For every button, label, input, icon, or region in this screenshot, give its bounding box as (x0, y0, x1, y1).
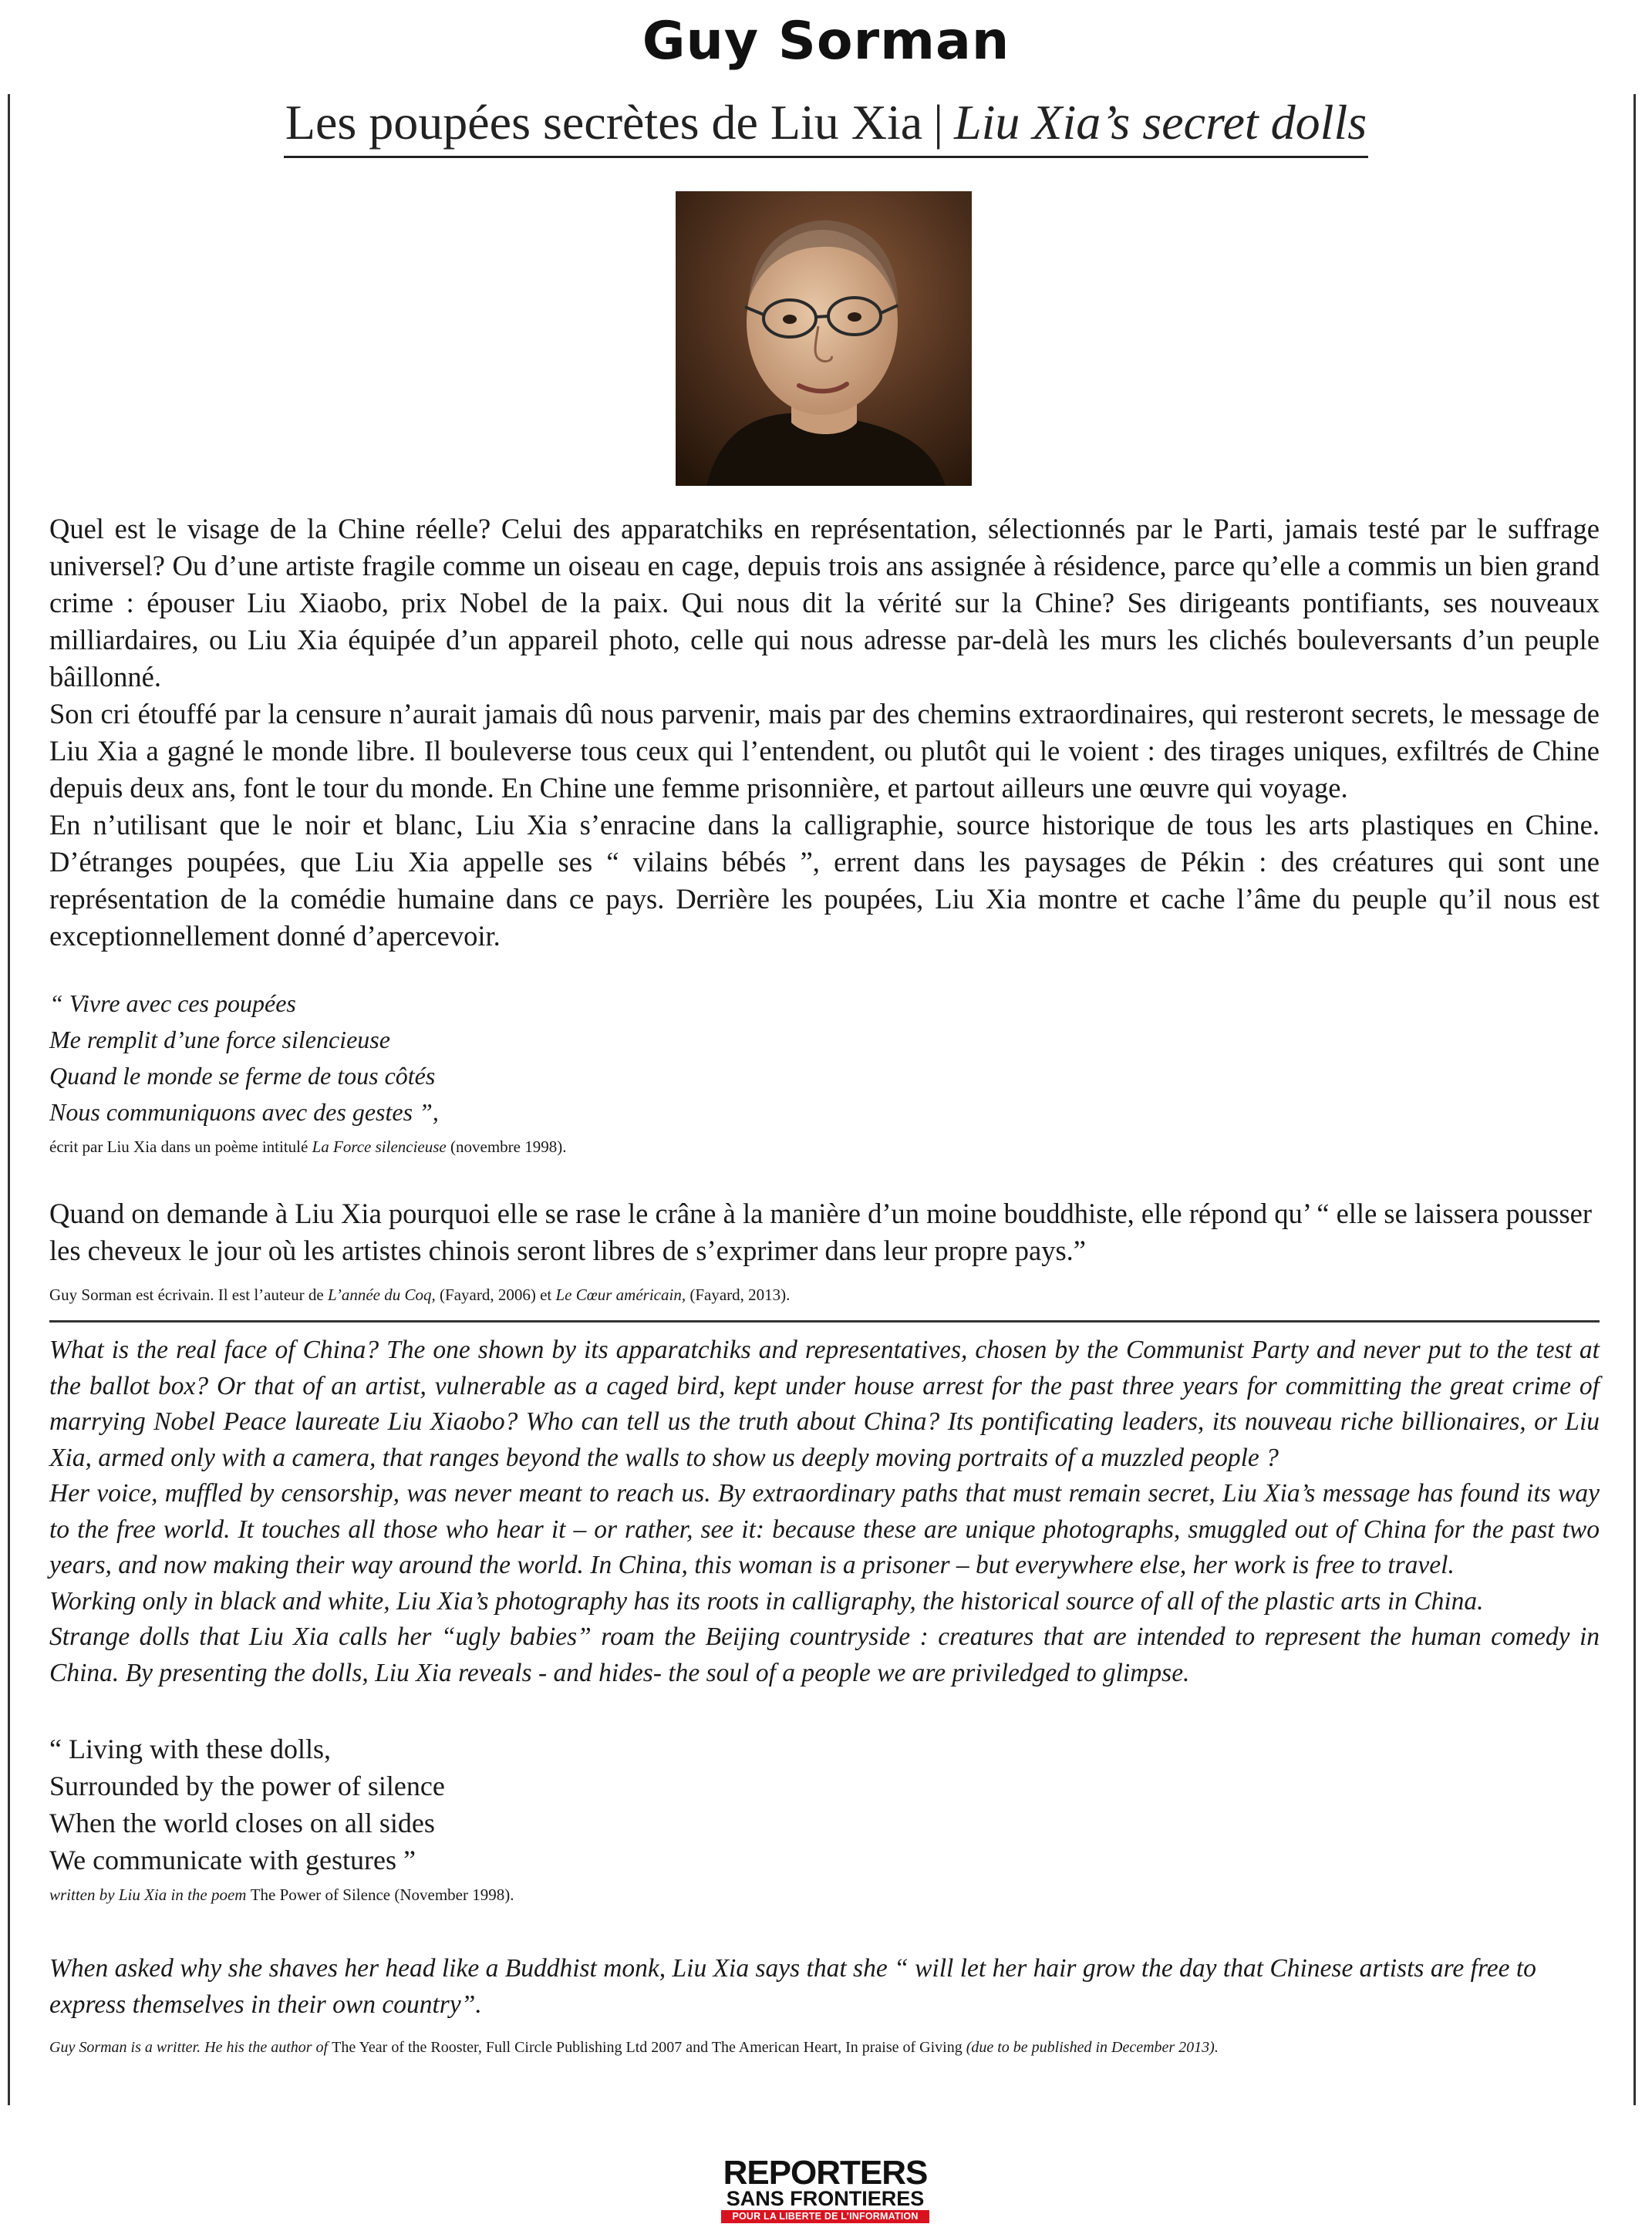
french-poem (49, 986, 1600, 1131)
bio-text: Guy Sorman is a writter. He his the author of (49, 2039, 332, 2056)
french-author-bio (49, 1283, 1600, 1306)
english-poem (49, 1730, 1600, 1879)
english-paragraph: Working only in black and white, Liu Xia’s photography has its roots in calligraphy, the historical source of all of the plastic arts in China. (49, 1586, 1484, 1616)
english-paragraph: What is the real face of China? The one shown by its apparatchiks and representatives, chosen by the Communist Party and never put to the test at the ballot box? Or that of an artist, vulnerable as a caged bird, kept under house arrest for the past three years for committing the great crime of marrying Nobel Peace laureate Liu Xiaobo? Who can tell us the truth about China? Its pontificating leaders, its nouveau riche billionaires, or Liu Xia, armed only with a camera, that ranges beyond the walls to show us deeply moving portraits of a muzzled people ? (49, 1336, 1600, 1472)
poem-line: When the world closes on all sides (49, 1808, 435, 1838)
english-paragraph: Strange dolls that Liu Xia calls her “ugly babies” roam the Beijing countryside : creatures that are intended to represent the human comedy in China. By presenting the dolls, Liu Xia reveals - and hides- the soul of a people we are priviledged to glimpse. (49, 1623, 1600, 1687)
bio-text: Guy Sorman est écrivain. Il est l’auteur de (49, 1286, 328, 1304)
bio-book-title: L’année du Coq, (327, 1286, 436, 1304)
english-body (49, 1333, 1600, 1691)
caption-suffix: (novembre 1998). (446, 1137, 567, 1156)
english-closing: When asked why she shaves her head like a Buddhist monk, Liu Xia says that she “ will let her hair grow the day that Chinese artists are free to express themselves in their own country”. (49, 1954, 1536, 2019)
french-poem-caption (49, 1135, 1600, 1158)
poem-line: Surrounded by the power of silence (49, 1771, 445, 1801)
logo-line-1: REPORTERS (723, 2154, 928, 2192)
author-name: Guy Sorman (642, 11, 1010, 72)
bio-text: (Fayard, 2013). (686, 1286, 791, 1304)
caption-prefix: written by Liu Xia in the poem (49, 1885, 251, 1904)
logo-tagline: POUR LA LIBERTE DE L’INFORMATION (721, 2210, 929, 2223)
bio-text: (due to be published in December 2013). (962, 2039, 1219, 2056)
bio-book-title: The Year of the Rooster, Full Circle Publishing Ltd 2007 (332, 2039, 683, 2056)
poem-line: “ Living with these dolls, (49, 1734, 331, 1764)
english-author-bio (49, 2036, 1600, 2059)
french-paragraph: En n’utilisant que le noir et blanc, Liu Xia s’enracine dans la calligraphie, source historique de tous les arts plastiques en Chine. D’étranges poupées, que Liu Xia appelle ses “ vilains bébés ”, errent dans les paysages de Pékin : des créatures qui sont une représentation de la comédie humaine dans ce pays. Derrière les poupées, Liu Xia montre et cache l’âme du peuple qu’il nous est exceptionnellement donné d’apercevoir. (49, 809, 1600, 952)
french-closing: Quand on demande à Liu Xia pourquoi elle se rase le crâne à la manière d’un moine bouddhiste, elle répond qu’ “ elle se laissera pousser les cheveux le jour où les artistes chinois seront libres de s’exprimer dans leur propre pays.” (49, 1198, 1593, 1266)
right-border-line (1633, 94, 1636, 2105)
french-paragraph: Quel est le visage de la Chine réelle? Celui des apparatchiks en représentation, sélectionnés par le Parti, jamais testé par le suffrage universel? Ou d’une artiste fragile comme un oiseau en cage, depuis trois ans assignée à résidence, parce qu’elle a commis un bien grand crime : épouser Liu Xiaobo, prix Nobel de la paix. Qui nous dit la vérité sur la Chine? Ses dirigeants pontifiants, ses nouveaux milliardaires, ou Liu Xia équipée d’un appareil photo, celle qui nous adresse par-delà les murs les clichés bouleversants d’un peuple bâillonné. (49, 513, 1600, 692)
portrait-photo (676, 191, 972, 486)
left-border-line (8, 94, 10, 2105)
bio-book-title: The American Heart, In praise of Giving (711, 2039, 963, 2056)
french-body (49, 511, 1600, 955)
portrait-illustration (676, 191, 972, 486)
bio-text: (Fayard, 2006) et (435, 1286, 556, 1304)
caption-prefix: écrit par Liu Xia dans un poème intitulé (49, 1137, 312, 1156)
title-french: Les poupées secrètes de Liu Xia (285, 95, 923, 150)
english-poem-caption (49, 1883, 1600, 1906)
rsf-logo (721, 2154, 929, 2223)
french-paragraph: Son cri étouffé par la censure n’aurait jamais dû nous parvenir, mais par des chemins extraordinaires, qui resteront secrets, le message de Liu Xia a gagné le monde libre. Il bouleverse tous ceux qui l’entendent, ou plutôt qui le voient : des tirages uniques, exfiltrés de Chine depuis deux ans, font le tour du monde. En Chine une femme prisonnière, et partout ailleurs une œuvre qui voyage. (49, 698, 1600, 804)
poem-line: Nous communiquons avec des gestes ”, (49, 1098, 439, 1126)
poem-line: We communicate with gestures ” (49, 1845, 416, 1875)
caption-suffix: (November 1998). (390, 1885, 514, 1904)
article-title (0, 94, 1652, 158)
english-paragraph: Her voice, muffled by censorship, was never meant to reach us. By extraordinary paths that must remain secret, Liu Xia’s message has found its way to the free world. It touches all those who hear it – or rather, see it: because these are unique photographs, smuggled out of China for the past two years, and now making their way around the world. In China, this woman is a prisoner – but everywhere else, her work is free to travel. (49, 1479, 1600, 1579)
poem-line: Quand le monde se ferme de tous côtés (49, 1062, 436, 1090)
bio-book-title: Le Cœur américain, (555, 1286, 686, 1304)
poem-line: “ Vivre avec ces poupées (49, 989, 296, 1017)
logo-line-2: SANS FRONTIERES (726, 2187, 925, 2210)
caption-title: La Force silencieuse (312, 1137, 447, 1156)
caption-title: The Power of Silence (250, 1885, 391, 1904)
poem-line: Me remplit d’une force silencieuse (49, 1026, 390, 1053)
bio-text: and (682, 2039, 712, 2056)
section-divider (49, 1320, 1600, 1323)
title-underlined (284, 94, 1368, 158)
title-separator: | (933, 95, 944, 150)
title-english: Liu Xia’s secret dolls (954, 95, 1367, 150)
